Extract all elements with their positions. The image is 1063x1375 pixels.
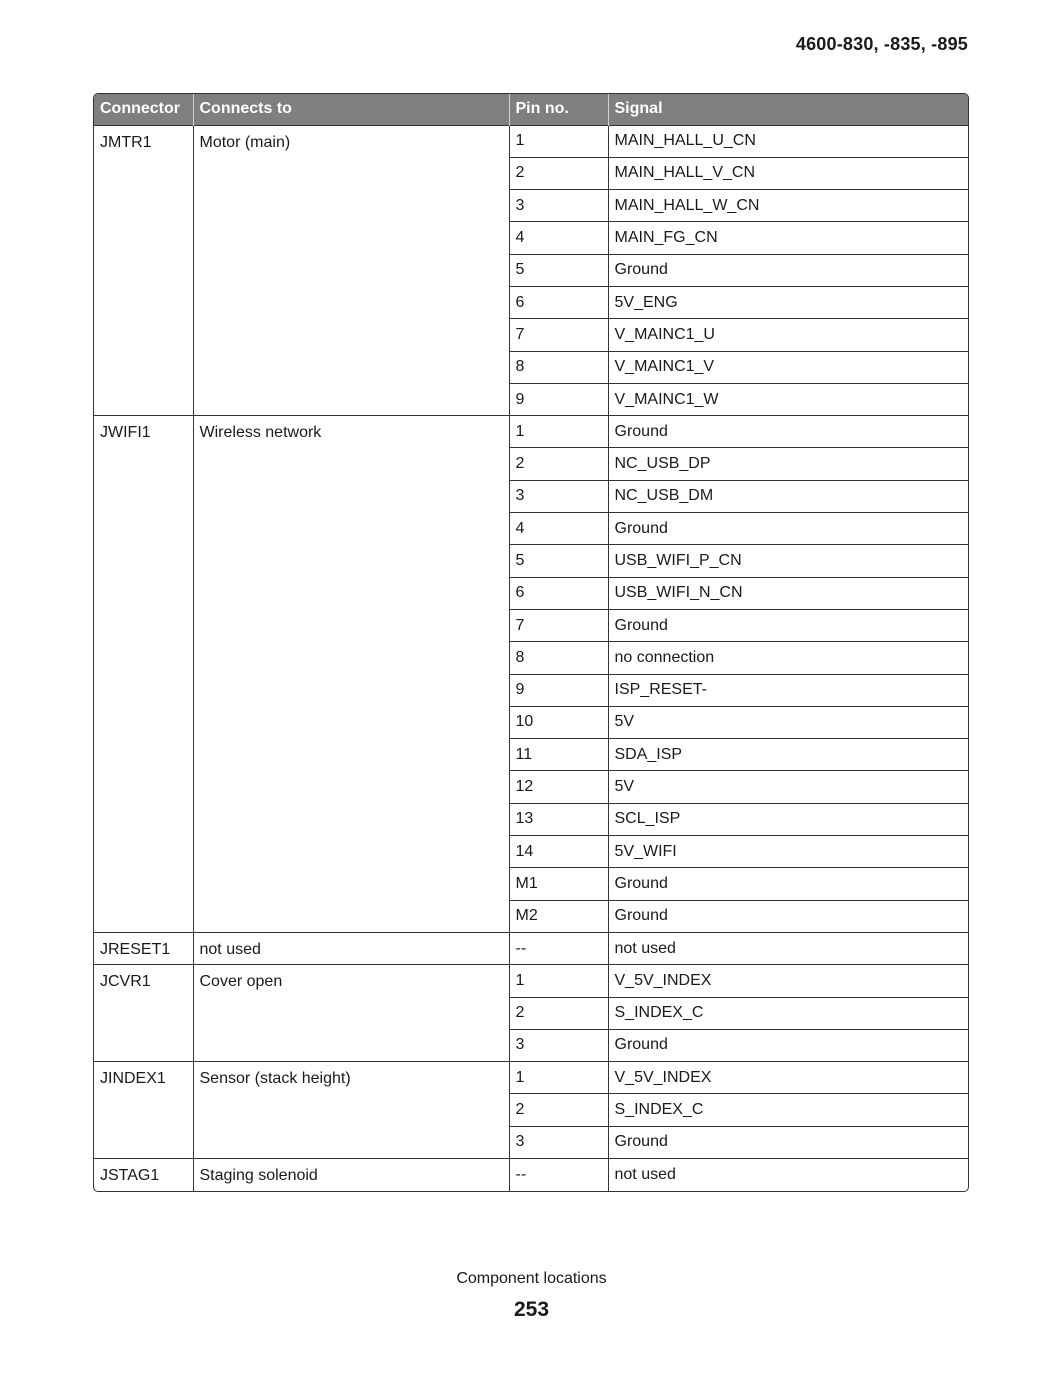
footer-section-title: Component locations xyxy=(456,1270,607,1287)
table-body xyxy=(94,125,968,1191)
pin-number-cell: M1 xyxy=(509,868,608,900)
signal-cell: Ground xyxy=(608,513,968,545)
signal-cell: ISP_RESET- xyxy=(608,674,968,706)
signal-cell: S_INDEX_C xyxy=(608,1094,968,1126)
signal-cell: Ground xyxy=(608,416,968,448)
pin-number-cell: 13 xyxy=(509,803,608,835)
signal-cell: SDA_ISP xyxy=(608,739,968,771)
signal-cell: Ground xyxy=(608,868,968,900)
pin-number-cell: 3 xyxy=(509,1029,608,1061)
connects-to-cell: Motor (main) xyxy=(193,125,509,416)
pin-number-cell: 5 xyxy=(509,254,608,286)
connects-to-cell: not used xyxy=(193,932,509,964)
column-header-connects-to: Connects to xyxy=(193,94,509,125)
pin-number-cell: 1 xyxy=(509,416,608,448)
signal-cell: SCL_ISP xyxy=(608,803,968,835)
signal-cell: MAIN_HALL_V_CN xyxy=(608,157,968,189)
signal-cell: V_MAINC1_U xyxy=(608,319,968,351)
table-row xyxy=(94,965,968,997)
signal-cell: USB_WIFI_N_CN xyxy=(608,577,968,609)
pin-number-cell: 9 xyxy=(509,383,608,415)
connector-cell: JWIFI1 xyxy=(94,416,193,933)
signal-cell: V_5V_INDEX xyxy=(608,1062,968,1094)
pin-number-cell: 1 xyxy=(509,1062,608,1094)
connector-pinout-table-container xyxy=(93,93,969,1192)
connects-to-cell: Wireless network xyxy=(193,416,509,933)
pin-number-cell: 11 xyxy=(509,739,608,771)
signal-cell: no connection xyxy=(608,642,968,674)
pin-number-cell: 14 xyxy=(509,836,608,868)
pin-number-cell: 12 xyxy=(509,771,608,803)
pin-number-cell: 1 xyxy=(509,125,608,157)
connects-to-cell: Sensor (stack height) xyxy=(193,1062,509,1159)
signal-cell: not used xyxy=(608,932,968,964)
pin-number-cell: 9 xyxy=(509,674,608,706)
signal-cell: 5V_ENG xyxy=(608,286,968,318)
table-row xyxy=(94,1159,968,1191)
pin-number-cell: 4 xyxy=(509,513,608,545)
pin-number-cell: 8 xyxy=(509,642,608,674)
table-row xyxy=(94,1062,968,1094)
connects-to-cell: Cover open xyxy=(193,965,509,1062)
signal-cell: MAIN_HALL_U_CN xyxy=(608,125,968,157)
pin-number-cell: 3 xyxy=(509,480,608,512)
table-row xyxy=(94,932,968,964)
signal-cell: MAIN_HALL_W_CN xyxy=(608,190,968,222)
pin-number-cell: 7 xyxy=(509,609,608,641)
signal-cell: Ground xyxy=(608,1126,968,1158)
pin-number-cell: 8 xyxy=(509,351,608,383)
connector-pinout-table xyxy=(94,94,968,1191)
connector-cell: JINDEX1 xyxy=(94,1062,193,1159)
column-header-signal: Signal xyxy=(608,94,968,125)
signal-cell: NC_USB_DP xyxy=(608,448,968,480)
signal-cell: Ground xyxy=(608,254,968,286)
pin-number-cell: 3 xyxy=(509,190,608,222)
signal-cell: 5V xyxy=(608,706,968,738)
signal-cell: 5V_WIFI xyxy=(608,836,968,868)
signal-cell: NC_USB_DM xyxy=(608,480,968,512)
pin-number-cell: 2 xyxy=(509,448,608,480)
pin-number-cell: 2 xyxy=(509,1094,608,1126)
connector-cell: JSTAG1 xyxy=(94,1159,193,1191)
pin-number-cell: 7 xyxy=(509,319,608,351)
pin-number-cell: -- xyxy=(509,932,608,964)
connector-cell: JRESET1 xyxy=(94,932,193,964)
table-header-row xyxy=(94,94,968,125)
signal-cell: Ground xyxy=(608,609,968,641)
signal-cell: 5V xyxy=(608,771,968,803)
signal-cell: S_INDEX_C xyxy=(608,997,968,1029)
signal-cell: V_MAINC1_W xyxy=(608,383,968,415)
signal-cell: V_5V_INDEX xyxy=(608,965,968,997)
pin-number-cell: 6 xyxy=(509,577,608,609)
signal-cell: Ground xyxy=(608,900,968,932)
connector-cell: JMTR1 xyxy=(94,125,193,416)
pin-number-cell: 10 xyxy=(509,706,608,738)
pin-number-cell: 1 xyxy=(509,965,608,997)
signal-cell: USB_WIFI_P_CN xyxy=(608,545,968,577)
signal-cell: MAIN_FG_CN xyxy=(608,222,968,254)
pin-number-cell: M2 xyxy=(509,900,608,932)
table-row xyxy=(94,125,968,157)
pin-number-cell: 6 xyxy=(509,286,608,318)
pin-number-cell: 5 xyxy=(509,545,608,577)
pin-number-cell: 4 xyxy=(509,222,608,254)
signal-cell: Ground xyxy=(608,1029,968,1061)
pin-number-cell: 3 xyxy=(509,1126,608,1158)
connector-cell: JCVR1 xyxy=(94,965,193,1062)
signal-cell: not used xyxy=(608,1159,968,1191)
pin-number-cell: -- xyxy=(509,1159,608,1191)
column-header-connector: Connector xyxy=(94,94,193,125)
connects-to-cell: Staging solenoid xyxy=(193,1159,509,1191)
signal-cell: V_MAINC1_V xyxy=(608,351,968,383)
document-model-number: 4600-830, -835, -895 xyxy=(795,34,968,54)
pin-number-cell: 2 xyxy=(509,157,608,189)
column-header-pin-no: Pin no. xyxy=(509,94,608,125)
table-row xyxy=(94,416,968,448)
pin-number-cell: 2 xyxy=(509,997,608,1029)
footer-page-number: 253 xyxy=(513,1298,550,1321)
